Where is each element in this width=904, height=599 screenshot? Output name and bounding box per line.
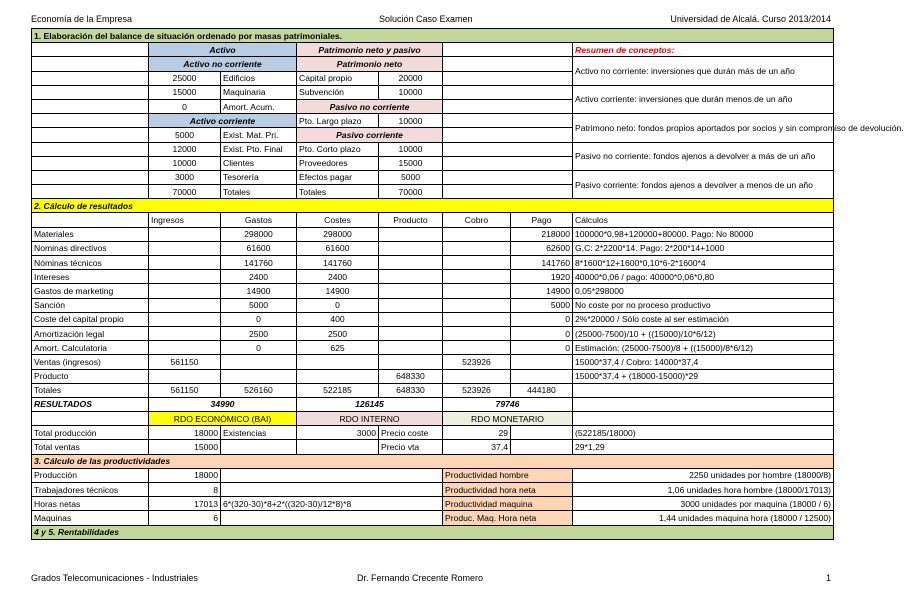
cell-gastos: 61600 xyxy=(221,241,297,255)
row-label: Coste del capital propio xyxy=(32,312,149,326)
cell-costes: 2400 xyxy=(297,270,379,284)
balance-total: 70000 xyxy=(379,185,443,199)
balance-label: Totales xyxy=(297,185,379,199)
rdo-bai-label: RDO ECONÓMICO (BAI) xyxy=(149,412,297,426)
balance-value: 5000 xyxy=(379,170,443,184)
row-label: Nominas directivos xyxy=(32,241,149,255)
pn-header: Patrimonio neto xyxy=(297,57,443,71)
section-4-title: 4 y 5. Rentabilidades xyxy=(32,525,834,539)
table-row xyxy=(32,256,834,270)
col-header: Pago xyxy=(511,213,573,227)
section-1-title-row xyxy=(32,29,834,43)
activo-header: Activo xyxy=(149,43,297,57)
cell-cobro xyxy=(443,284,511,298)
balance-label: Capital propio xyxy=(297,71,379,85)
cell-gastos: 526160 xyxy=(221,383,297,397)
cell-label: Precio vta xyxy=(379,440,443,454)
cell-producto xyxy=(379,227,443,241)
cell-ingresos xyxy=(149,298,221,312)
cell-pago: 62600 xyxy=(511,241,573,255)
balance-value: 5000 xyxy=(149,128,221,142)
totals-row xyxy=(32,383,834,397)
cell-cobro: 523926 xyxy=(443,355,511,369)
cell-gastos xyxy=(221,369,297,383)
balance-label: Efectos pagar xyxy=(297,170,379,184)
cell-calculo: 40000*0,06 / pago: 40000*0,06*0,80 xyxy=(573,270,834,284)
row-label: Total ventas xyxy=(32,440,149,454)
balance-label: Pto. Corto plazo xyxy=(297,142,379,156)
ac-header: Activo corriente xyxy=(149,114,297,128)
rdo-interno-label: RDO INTERNO xyxy=(297,412,443,426)
cell-value: 8 xyxy=(149,483,221,497)
balance-label: Edificios xyxy=(221,71,297,85)
cell-producto xyxy=(379,256,443,270)
results-header-row xyxy=(32,213,834,227)
cell-calculo: 15000*37,4 / Cobro: 14000*37,4 xyxy=(573,355,834,369)
row-label: Sanción xyxy=(32,298,149,312)
cell-cobro xyxy=(443,298,511,312)
hours-formula: 6*(320-30)*8+2*((320-30)/12*8)*8 xyxy=(221,497,443,511)
result-monetario: 79746 xyxy=(443,397,573,411)
balance-label: Exist. Mat. Pri. xyxy=(221,128,297,142)
balance-value: 12000 xyxy=(149,142,221,156)
cell-costes: 298000 xyxy=(297,227,379,241)
table-row xyxy=(32,440,834,454)
balance-value: 10000 xyxy=(379,85,443,99)
row-label: Horas netas xyxy=(32,497,149,511)
cell-producto: 648330 xyxy=(379,369,443,383)
cell-producto xyxy=(379,312,443,326)
resumen-3: Patrimono neto: fondos propios aportados por socios y sin compromiso de devolución. xyxy=(573,114,834,142)
pnc-header: Pasivo no corriente xyxy=(297,99,443,113)
balance-value: 20000 xyxy=(379,71,443,85)
row-label: Totales xyxy=(32,383,149,397)
cell-producto xyxy=(379,284,443,298)
header-left: Economía de la Empresa xyxy=(31,14,133,24)
cell-ingresos xyxy=(149,312,221,326)
balance-label: Pto. Largo plazo xyxy=(297,114,379,128)
section-1-title: 1. Elaboración del balance de situación ordenado por masas patrimoniales. xyxy=(32,29,834,43)
table-row xyxy=(32,298,834,312)
cell-cobro xyxy=(443,326,511,340)
balance-label: Clientes xyxy=(221,156,297,170)
pn-pasivo-header: Patrimonio neto y pasivo xyxy=(297,43,443,57)
cell-pago: 444180 xyxy=(511,383,573,397)
result-economico: 34990 xyxy=(149,397,297,411)
row-label: Intereses xyxy=(32,270,149,284)
table-row xyxy=(32,426,834,440)
productivity-label: Productividad hombre xyxy=(443,468,573,482)
cell-gastos: 141760 xyxy=(221,256,297,270)
cell-calculo: 8*1600*12+1600*0,10*6-2*1600*4 xyxy=(573,256,834,270)
table-row xyxy=(32,483,834,497)
footer-center: Dr. Fernando Crecente Romero xyxy=(357,573,484,583)
col-header: Ingresos xyxy=(149,213,221,227)
resumen-title: Resumen de conceptos: xyxy=(573,43,834,57)
table-row xyxy=(32,227,834,241)
balance-label: Amort. Acum. xyxy=(221,99,297,113)
cell-ingresos xyxy=(149,227,221,241)
rdo-monetario-label: RDO MONETARIO xyxy=(443,412,573,426)
cell-ingresos: 561150 xyxy=(149,355,221,369)
table-row xyxy=(32,312,834,326)
balance-label: Totales xyxy=(221,185,297,199)
cell-calculo: 100000*0,98+120000+80000. Pago: No 80000 xyxy=(573,227,834,241)
row-label: Total producción xyxy=(32,426,149,440)
cell-costes: 522185 xyxy=(297,383,379,397)
balance-label: Subvención xyxy=(297,85,379,99)
table-row xyxy=(32,511,834,525)
cell-producto: 648330 xyxy=(379,383,443,397)
balance-value: 10000 xyxy=(379,114,443,128)
cell-calculo: (522185/18000) xyxy=(573,426,834,440)
cell-cobro xyxy=(443,241,511,255)
cell-calculo: No coste por no proceso productivo xyxy=(573,298,834,312)
cell-cobro xyxy=(443,227,511,241)
balance-value: 3000 xyxy=(149,170,221,184)
cell-gastos xyxy=(221,355,297,369)
productivity-value: 1,06 unidades hora hombre (18000/17013) xyxy=(573,483,834,497)
cell-ingresos xyxy=(149,284,221,298)
cell-gastos: 0 xyxy=(221,341,297,355)
cell-ingresos xyxy=(149,241,221,255)
cell-value: 3000 xyxy=(297,426,379,440)
table-row xyxy=(32,497,834,511)
cell-value: 18000 xyxy=(149,426,221,440)
row-label: Nóminas técnicos xyxy=(32,256,149,270)
cell-costes: 625 xyxy=(297,341,379,355)
cell-costes: 14900 xyxy=(297,284,379,298)
cell-producto xyxy=(379,270,443,284)
balance-label: Tesorería xyxy=(221,170,297,184)
table-row xyxy=(32,284,834,298)
productivity-label: Produc. Maq. Hora neta xyxy=(443,511,573,525)
cell-label: Precio coste xyxy=(379,426,443,440)
cell-ingresos xyxy=(149,326,221,340)
productivity-value: 3000 unidades por maquina (18000 / 6) xyxy=(573,497,834,511)
cell-producto xyxy=(379,326,443,340)
anc-header: Activo no corriente xyxy=(149,57,297,71)
cell-costes: 0 xyxy=(297,298,379,312)
cell-pago: 0 xyxy=(511,326,573,340)
page-number: 1 xyxy=(825,573,831,583)
cell-cobro xyxy=(443,369,511,383)
cell-value: 15000 xyxy=(149,440,221,454)
row-label: Producto xyxy=(32,369,149,383)
cell-label: Existencias xyxy=(221,426,297,440)
cell-pago: 141760 xyxy=(511,256,573,270)
pc-header: Pasivo corriente xyxy=(297,128,443,142)
cell-producto xyxy=(379,355,443,369)
row-label: Amortización legal xyxy=(32,326,149,340)
balance-value: 0 xyxy=(149,99,221,113)
cell-cobro xyxy=(443,256,511,270)
row-label: Trabajadores técnicos xyxy=(32,483,149,497)
row-label: Producción xyxy=(32,468,149,482)
col-header: Producto xyxy=(379,213,443,227)
cell-pago: 218000 xyxy=(511,227,573,241)
cell-gastos: 298000 xyxy=(221,227,297,241)
balance-label: Proveedores xyxy=(297,156,379,170)
balance-value: 15000 xyxy=(149,85,221,99)
row-label: Gastos de marketing xyxy=(32,284,149,298)
cell-calculo: G,C: 2*2200*14. Pago: 2*200*14+1000 xyxy=(573,241,834,255)
cell-value: 37,4 xyxy=(443,440,511,454)
cell-value: 29 xyxy=(443,426,511,440)
cell-calculo: 2%*20000 / Sólo coste al ser estimación xyxy=(573,312,834,326)
cell-cobro xyxy=(443,312,511,326)
results-label: RESULTADOS xyxy=(32,397,149,411)
cell-costes xyxy=(297,369,379,383)
cell-cobro: 523926 xyxy=(443,383,511,397)
cell-pago: 1920 xyxy=(511,270,573,284)
cell-ingresos: 561150 xyxy=(149,383,221,397)
col-header: Costes xyxy=(297,213,379,227)
cell-gastos: 0 xyxy=(221,312,297,326)
cell-pago: 0 xyxy=(511,341,573,355)
cell-costes: 400 xyxy=(297,312,379,326)
col-header: Gastos xyxy=(221,213,297,227)
balance-label: Maquinaria xyxy=(221,85,297,99)
table-row xyxy=(32,369,834,383)
cell-pago: 0 xyxy=(511,312,573,326)
resumen-4: Pasivo no corriente: fondos ajenos a devolver a más de un año xyxy=(573,142,834,170)
section-2-title: 2. Cálculo de resultados xyxy=(32,199,834,213)
productivity-label: Productividad hora neta xyxy=(443,483,573,497)
row-label: Maquinas xyxy=(32,511,149,525)
cell-calculo: Estimación: (25000-7500)/8 + ((15000)/8*6/12) xyxy=(573,341,834,355)
cell-value: 6 xyxy=(149,511,221,525)
results-row xyxy=(32,397,834,411)
cell-costes: 141760 xyxy=(297,256,379,270)
cell-calculo: 15000*37,4 + (18000-15000)*29 xyxy=(573,369,834,383)
cell-calculo: 29*1,29 xyxy=(573,440,834,454)
cell-ingresos xyxy=(149,256,221,270)
row-label: Ventas (ingresos) xyxy=(32,355,149,369)
cell-ingresos xyxy=(149,270,221,284)
productivity-value: 1,44 unidades maquina hora (18000 / 12500) xyxy=(573,511,834,525)
table-row xyxy=(32,270,834,284)
footer-left: Grados Telecomunicaciones - Industriales xyxy=(31,573,198,583)
row-label: Materiales xyxy=(32,227,149,241)
cell-value: 17013 xyxy=(149,497,221,511)
balance-label: Exist. Pto. Final xyxy=(221,142,297,156)
table-row xyxy=(32,468,834,482)
spreadsheet xyxy=(31,28,904,540)
cell-pago: 14900 xyxy=(511,284,573,298)
cell-cobro xyxy=(443,341,511,355)
row-label: Amort. Calculatoria xyxy=(32,341,149,355)
cell-costes xyxy=(297,355,379,369)
cell-calculo: (25000-7500)/10 + ((15000)/10*6/12) xyxy=(573,326,834,340)
cell-costes: 2500 xyxy=(297,326,379,340)
resumen-1: Activo no corriente: inversiones que durán más de un año xyxy=(573,57,834,85)
balance-value: 25000 xyxy=(149,71,221,85)
cell-pago: 5000 xyxy=(511,298,573,312)
cell-value: 18000 xyxy=(149,468,221,482)
table-row xyxy=(32,241,834,255)
cell-producto xyxy=(379,241,443,255)
cell-ingresos xyxy=(149,341,221,355)
col-header: Cobro xyxy=(443,213,511,227)
resumen-2: Activo corriente: inversiones que durán menos de un año xyxy=(573,85,834,113)
productivity-value: 2250 unidades por hombre (18000/8) xyxy=(573,468,834,482)
resumen-5: Pasivo corriente: fondos ajenos a devolver a menos de un año xyxy=(573,170,834,198)
balance-value: 10000 xyxy=(379,142,443,156)
cell-costes: 61600 xyxy=(297,241,379,255)
cell-ingresos xyxy=(149,369,221,383)
cell-gastos: 2500 xyxy=(221,326,297,340)
balance-value: 15000 xyxy=(379,156,443,170)
result-interno: 126145 xyxy=(297,397,443,411)
header-center: Solución Caso Examen xyxy=(379,14,473,24)
cell-gastos: 5000 xyxy=(221,298,297,312)
cell-calculo: 0,05*298000 xyxy=(573,284,834,298)
cell-cobro xyxy=(443,270,511,284)
cell-producto xyxy=(379,341,443,355)
cell-gastos: 2400 xyxy=(221,270,297,284)
balance-value: 10000 xyxy=(149,156,221,170)
table-row xyxy=(32,341,834,355)
header-right: Universidad de Alcalá. Curso 2013/2014 xyxy=(670,14,831,24)
table-row xyxy=(32,355,834,369)
section-3-title: 3. Cálculo de las productividades xyxy=(32,454,834,468)
cell-pago xyxy=(511,369,573,383)
cell-producto xyxy=(379,298,443,312)
table-row xyxy=(32,326,834,340)
productivity-label: Productividad maquina xyxy=(443,497,573,511)
col-header: Cálculos xyxy=(573,213,834,227)
balance-total: 70000 xyxy=(149,185,221,199)
cell-gastos: 14900 xyxy=(221,284,297,298)
cell-pago xyxy=(511,355,573,369)
